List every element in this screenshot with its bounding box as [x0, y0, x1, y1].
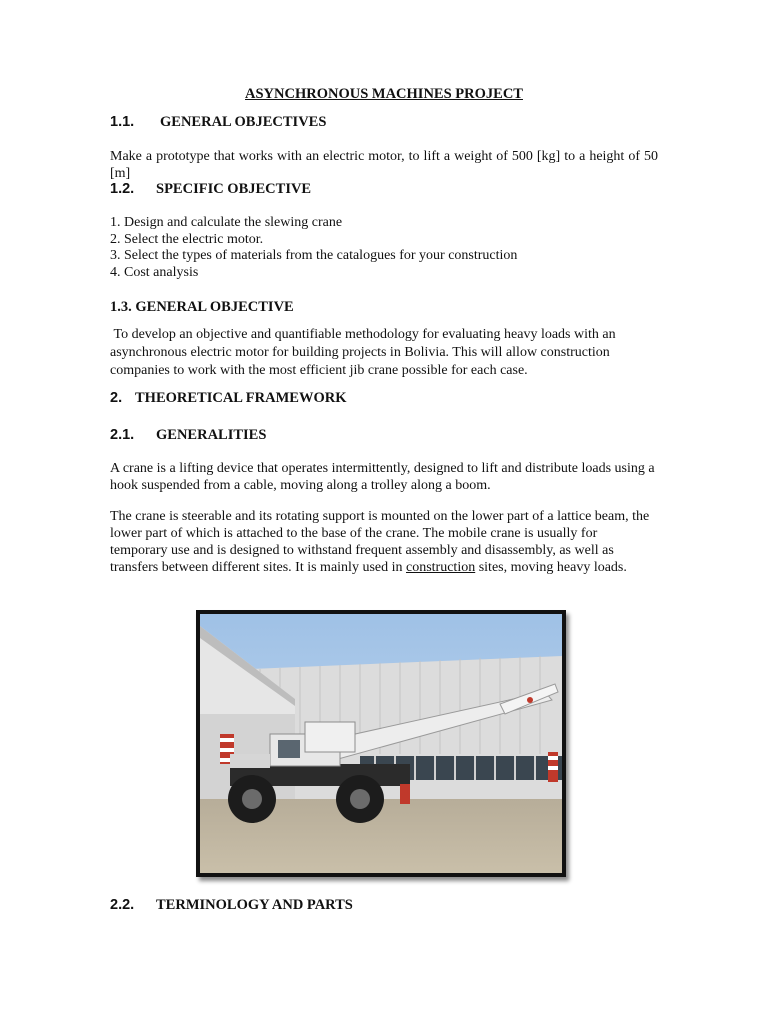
heading-1-3: 1.3. GENERAL OBJECTIVE	[110, 299, 294, 315]
construction-link[interactable]: construction	[406, 560, 476, 575]
document-title: ASYNCHRONOUS MACHINES PROJECT	[245, 86, 523, 102]
list-item: 3. Select the types of materials from the catalogues for your construction	[110, 248, 518, 264]
heading-text: SPECIFIC OBJECTIVE	[156, 181, 312, 197]
heading-text: GENERAL OBJECTIVES	[160, 114, 327, 130]
crane-photo-frame	[196, 610, 566, 877]
heading-number: 2.	[110, 390, 123, 406]
heading-2	[110, 390, 346, 407]
list-item: 2. Select the electric motor.	[110, 231, 264, 247]
heading-1-1	[110, 114, 326, 131]
heading-2-1	[110, 427, 266, 444]
list-item: 1. Design and calculate the slewing crane	[110, 215, 343, 230]
heading-2-2	[110, 897, 353, 914]
heading-text: TERMINOLOGY AND PARTS	[156, 897, 353, 913]
list-item: 4. Cost analysis	[110, 265, 199, 281]
heading-text: GENERALITIES	[156, 427, 267, 443]
paragraph-general-objectives: Make a prototype that works with an electric motor, to lift a weight of 500 [kg] to a height of 50 [m]	[110, 149, 658, 181]
heading-text: THEORETICAL FRAMEWORK	[135, 390, 347, 406]
heading-number: 2.2.	[110, 897, 135, 913]
heading-number: 2.1.	[110, 427, 135, 443]
specific-objectives-list	[110, 215, 670, 282]
paragraph-text: The crane is steerable and its rotating support is mounted on the lower part of a lattice beam, the lower part of which is attached to the base of the crane. The mobile crane is usually for temporary use and is designed to withstand frequent assembly and disassembly, as well as transfers between different sites. It is mainly used in	[110, 509, 650, 575]
heading-number: 1.1.	[110, 114, 135, 130]
mobile-crane-photo	[200, 614, 562, 873]
heading-number: 1.2.	[110, 181, 135, 197]
paragraph-crane-description	[110, 508, 658, 576]
heading-1-2	[110, 181, 311, 198]
paragraph-text: sites, moving heavy loads.	[475, 560, 627, 575]
paragraph-crane-definition: A crane is a lifting device that operates intermittently, designed to lift and distribute loads using a hook suspended from a cable, moving along a trolley along a boom.	[110, 461, 655, 493]
paragraph-general-objective: To develop an objective and quantifiable methodology for evaluating heavy loads with an asynchronous electric motor for building projects in Bolivia. This will allow construction companies to work with the most efficient jib crane possible for each case.	[110, 327, 620, 378]
